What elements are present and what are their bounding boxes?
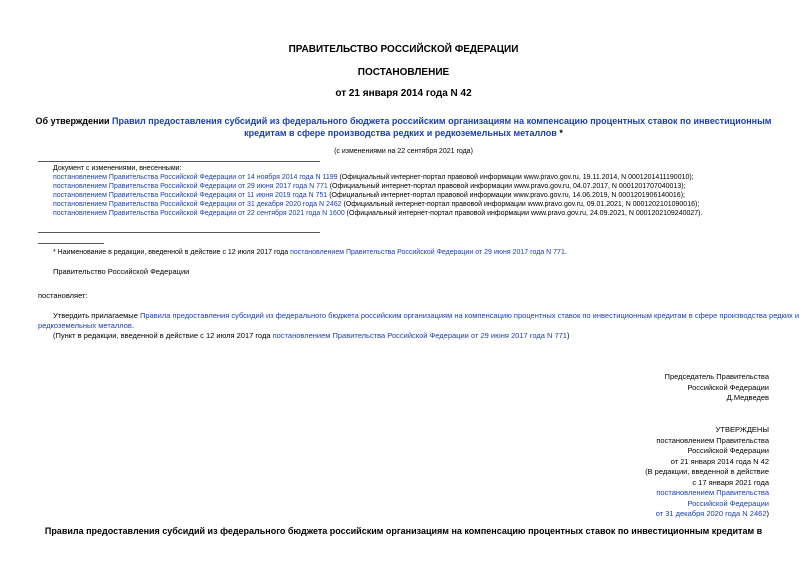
approve-link-line2[interactable]: редкоземельных металлов <box>38 321 132 330</box>
point-note <box>53 331 569 341</box>
amendment-source: (Официальный интернет-портал правовой информации www.pravo.gov.ru, 24.09.2021, N 0001202109240027). <box>344 210 703 217</box>
approve-end: . <box>131 321 134 330</box>
approved-end: ) <box>766 509 769 518</box>
amendment-item <box>53 191 702 200</box>
approve-paragraph-cont <box>38 321 134 331</box>
document-title <box>0 115 807 139</box>
amendment-link[interactable]: постановлением Правительства Российской Федерации от 22 сентября 2021 года N 1600 <box>53 210 345 217</box>
amendment-link[interactable]: постановлением Правительства Российской Федерации от 14 ноября 2014 года N 1199 <box>53 174 338 181</box>
amendments-block <box>53 164 702 218</box>
amendment-source: (Официальный интернет-портал правовой информации www.pravo.gov.ru, 14.06.2019, N 0001201906140016); <box>327 192 685 199</box>
footnote <box>53 248 567 257</box>
approve-link-line1[interactable]: Правила предоставления субсидий из федерального бюджета российским организациям на компенсацию процентных ставок по инвестиционным кредитам в сфере производства редких и <box>139 311 800 320</box>
amendment-source: (Официальный интернет-портал правовой информации www.pravo.gov.ru, 19.11.2014, N 0001201411190010); <box>337 174 694 181</box>
footnote-divider <box>38 243 104 244</box>
signature-block <box>665 372 769 404</box>
amendment-item <box>53 182 702 191</box>
changes-note: (с изменениями на 22 сентября 2021 года) <box>334 148 473 155</box>
approved-line3: Российской Федерации <box>687 446 769 455</box>
point-prefix: (Пункт в редакции, введенной в действие с 12 июля 2017 года <box>53 331 273 340</box>
approved-block <box>645 425 769 520</box>
approved-link3[interactable]: от 31 декабря 2020 года N 2462 <box>655 509 767 518</box>
body-resolves: постановляет: <box>38 291 88 300</box>
title-suffix: * <box>556 128 563 138</box>
approve-paragraph <box>53 311 799 321</box>
footnote-text: * Наименование в редакции, введенной в действие с 12 июля 2017 года <box>53 249 291 256</box>
amendment-item <box>53 173 702 182</box>
footnote-end: . <box>564 249 567 256</box>
approved-line6: с 17 января 2021 года <box>692 477 769 487</box>
amendment-source: (Официальный интернет-портал правовой информации www.pravo.gov.ru, 04.07.2017, N 0001201707040013); <box>327 183 686 190</box>
amendment-link[interactable]: постановлением Правительства Российской Федерации от 11 июня 2019 года N 751 <box>53 192 328 199</box>
point-end: ) <box>566 331 570 340</box>
amendment-source: (Официальный интернет-портал правовой информации www.pravo.gov.ru, 09.01.2021, N 0001202101090016); <box>341 201 700 208</box>
doc-date-number: от 21 января 2014 года N 42 <box>335 88 472 99</box>
point-link[interactable]: постановлением Правительства Российской Федерации от 29 июня 2017 года N 771 <box>272 331 567 340</box>
amendment-item <box>53 209 702 218</box>
doc-type-heading: ПОСТАНОВЛЕНИЕ <box>357 67 450 78</box>
government-heading: ПРАВИТЕЛЬСТВО РОССИЙСКОЙ ФЕДЕРАЦИИ <box>288 44 519 55</box>
amendment-item <box>53 200 702 209</box>
footnote-link[interactable]: постановлением Правительства Российской Федерации от 29 июня 2017 года N 771 <box>290 249 565 256</box>
signature-line3: Д.Медведев <box>726 393 769 402</box>
signature-line2: Российской Федерации <box>687 382 769 392</box>
body-government: Правительство Российской Федерации <box>53 267 190 276</box>
approved-link1[interactable]: постановлением Правительства <box>656 488 769 497</box>
title-prefix: Об утверждении <box>35 116 113 126</box>
title-link-line1[interactable]: Правил предоставления субсидий из федерального бюджета российским организациям на компенсацию процентных ставок по инвестиционным <box>112 116 772 126</box>
approved-line2: постановлением Правительства <box>656 435 769 445</box>
title-link-line2[interactable]: кредитам в сфере производства редких и редкоземельных металлов <box>244 128 557 138</box>
approved-line1: УТВЕРЖДЕНЫ <box>715 425 769 434</box>
rules-title: Правила предоставления субсидий из федерального бюджета российским организациям на компенсацию процентных ставок по инвестиционным кредитам в <box>44 526 763 536</box>
approve-prefix: Утвердить прилагаемые <box>53 311 140 320</box>
amendment-link[interactable]: постановлением Правительства Российской Федерации от 29 июня 2017 года N 771 <box>53 183 328 190</box>
approved-link2[interactable]: Российской Федерации <box>687 498 769 508</box>
amendment-link[interactable]: постановлением Правительства Российской Федерации от 31 декабря 2020 года N 2462 <box>53 201 342 208</box>
approved-line5: (В редакции, введенной в действие <box>645 467 769 476</box>
divider <box>38 232 320 233</box>
amendments-intro: Документ с изменениями, внесенными: <box>53 165 182 172</box>
divider <box>38 161 320 162</box>
approved-line4: от 21 января 2014 года N 42 <box>670 456 769 466</box>
signature-line1: Председатель Правительства <box>664 372 769 381</box>
